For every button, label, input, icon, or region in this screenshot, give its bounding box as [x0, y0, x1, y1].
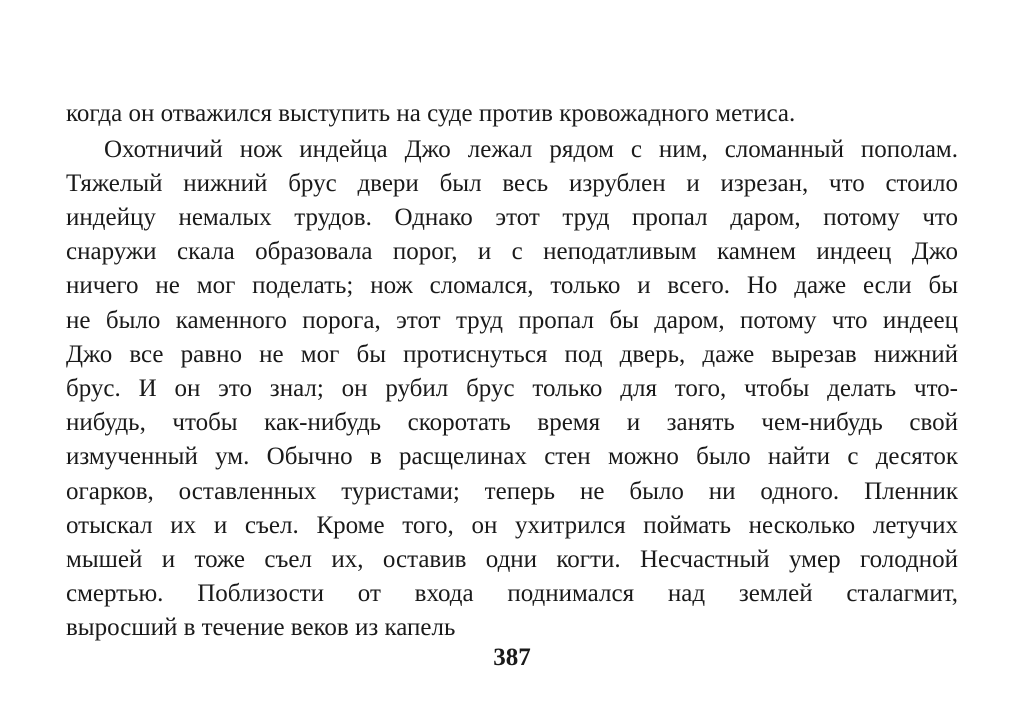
- text-line: не было каменного порога, этот труд пропал бы даром, потому что индеец: [66, 307, 958, 334]
- text-line-paragraph-start: Охотничий нож индейца Джо лежал рядом с ним, сломанный пополам.: [104, 136, 958, 163]
- text-line-continuation: когда он отважился выступить на суде против кровожадного метиса.: [66, 100, 796, 127]
- page-number: 387: [493, 644, 531, 671]
- text-line: снаружи скала образовала порог, и с неподатливым камнем индеец Джо: [66, 238, 958, 265]
- text-line-last: выросший в течение веков из капель: [66, 614, 456, 641]
- text-line: огарков, оставленных туристами; теперь не было ни одного. Пленник: [66, 478, 958, 505]
- text-line: измученный ум. Обычно в расщелинах стен можно было найти с десяток: [66, 443, 958, 470]
- text-line: Тяжелый нижний брус двери был весь изрублен и изрезан, что стоило: [66, 170, 958, 197]
- text-line: отыскал их и съел. Кроме того, он ухитрился поймать несколько летучих: [66, 512, 958, 539]
- text-line: мышей и тоже съел их, оставив одни когти. Несчастный умер голодной: [66, 546, 958, 573]
- text-line: брус. И он это знал; он рубил брус только для того, чтобы делать что-: [66, 375, 958, 402]
- text-line: смертью. Поблизости от входа поднимался над землей сталагмит,: [66, 580, 958, 607]
- text-line: нибудь, чтобы как-нибудь скоротать время и занять чем-нибудь свой: [66, 409, 958, 436]
- text-line: индейцу немалых трудов. Однако этот труд пропал даром, потому что: [66, 204, 958, 231]
- text-line: Джо все равно не мог бы протиснуться под дверь, даже вырезав нижний: [66, 341, 958, 368]
- text-line: ничего не мог поделать; нож сломался, только и всего. Но даже если бы: [66, 272, 958, 299]
